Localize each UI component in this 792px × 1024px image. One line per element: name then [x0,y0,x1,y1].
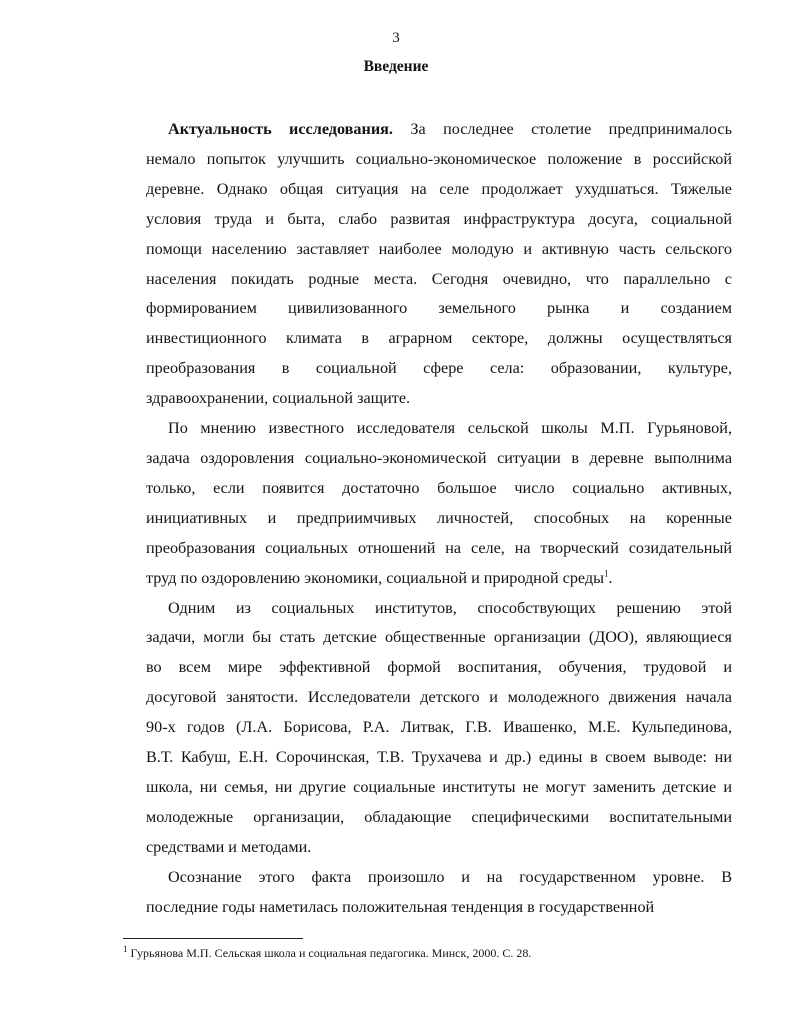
text-line [146,863,732,893]
text-line [146,294,732,324]
line-text: здравоохранении, социальной защите. [146,389,411,408]
paragraph [146,863,732,923]
text-line [146,713,732,743]
text-line: труд по оздоровлению экономики, социальной и природной среды$^1$. [146,568,613,587]
paragraph [146,115,732,414]
text-line [146,474,732,504]
line-text: Осознание этого факта произошло и на государственном уровне. В [168,867,732,886]
line-text: задача оздоровления социально-экономической ситуации в деревне выполнима [146,448,732,467]
text-line [146,623,732,653]
text-line [146,893,732,923]
footnote [123,946,531,961]
text-line [146,384,732,414]
line-text: формированием цивилизованного земельного рынка и созданием [146,299,732,318]
text-line [146,683,732,713]
line-text: деревне. Однако общая ситуация на селе продолжает ухудшаться. Тяжелые [146,179,732,198]
text-line [146,803,732,833]
text-line [146,354,732,384]
text-line [146,265,732,295]
text-line [146,833,732,863]
footnote-rule [123,938,303,939]
paragraph [146,594,732,863]
line-text: преобразования в социальной сфере села: образовании, культуре, [146,359,732,378]
text-line [146,324,732,354]
line-text: молодежные организации, обладающие специфическими воспитательными [146,807,732,826]
line-text: преобразования социальных отношений на селе, на творческий созидательный [146,538,732,557]
text-line [146,504,732,534]
page-number: 3 [392,30,400,46]
line-text: во всем мире эффективной формой воспитания, обучения, трудовой и [146,658,732,677]
line-text: задачи, могли бы стать детские общественные организации (ДОО), являющиеся [146,628,732,647]
text-line [146,773,732,803]
lead-phrase: Актуальность исследования. [168,120,393,138]
line-text: средствами и методами. [146,837,312,856]
paragraph [146,414,732,593]
line-text: За последнее столетие предпринималось [392,120,732,138]
text-line [146,534,732,564]
line-text: По мнению известного исследователя сельской школы М.П. Гурьяновой, [168,419,732,438]
text-line [146,235,732,265]
line-text: населения покидать родные места. Сегодня очевидно, что параллельно с [146,269,732,288]
footnote-reference: 1 [604,568,609,579]
line-text: Одним из социальных институтов, способствующих решению этой [168,598,732,617]
line-text: В.Т. Кабуш, Е.Н. Сорочинская, Т.В. Трухачева и др.) едины в своем выводе: ни [146,748,732,767]
line-text: помощи населению заставляет наиболее молодую и активную часть сельского [146,239,732,258]
line-text: инициативных и предприимчивых личностей, способных на коренные [146,508,732,527]
line-text: досуговой занятости. Исследователи детского и молодежного движения начала [146,688,732,707]
text-line [146,115,732,145]
line-text: только, если появится достаточно большое число социально активных, [146,478,732,497]
line-text: труд по оздоровлению экономики, социальной и природной среды [146,568,605,587]
line-text: последние годы наметилась положительная тенденция в государственной [146,897,655,916]
footnote-marker: 1 [123,944,128,954]
text-line [146,414,732,444]
text-line [146,145,732,175]
text-line [146,444,732,474]
line-text: немало попыток улучшить социально-экономическое положение в российской [146,149,732,168]
line-text: школа, ни семья, ни другие социальные институты не могут заменить детские и [146,777,732,796]
line-text: 90-х годов (Л.А. Борисова, Р.А. Литвак, Г.В. Ивашенко, М.Е. Кульпединова, [146,718,732,737]
body-text [146,115,732,922]
line-text: условия труда и быта, слабо развитая инфраструктура досуга, социальной [146,209,732,228]
text-line [146,653,732,683]
page-title: Введение [363,58,429,75]
text-line [146,205,732,235]
text-line [146,594,732,624]
text-line [146,743,732,773]
footnote-text: Гурьянова М.П. Сельская школа и социальная педагогика. Минск, 2000. С. 28. [127,946,532,960]
text-line [146,175,732,205]
line-text: инвестиционного климата в аграрном секторе, должны осуществляться [146,329,732,348]
